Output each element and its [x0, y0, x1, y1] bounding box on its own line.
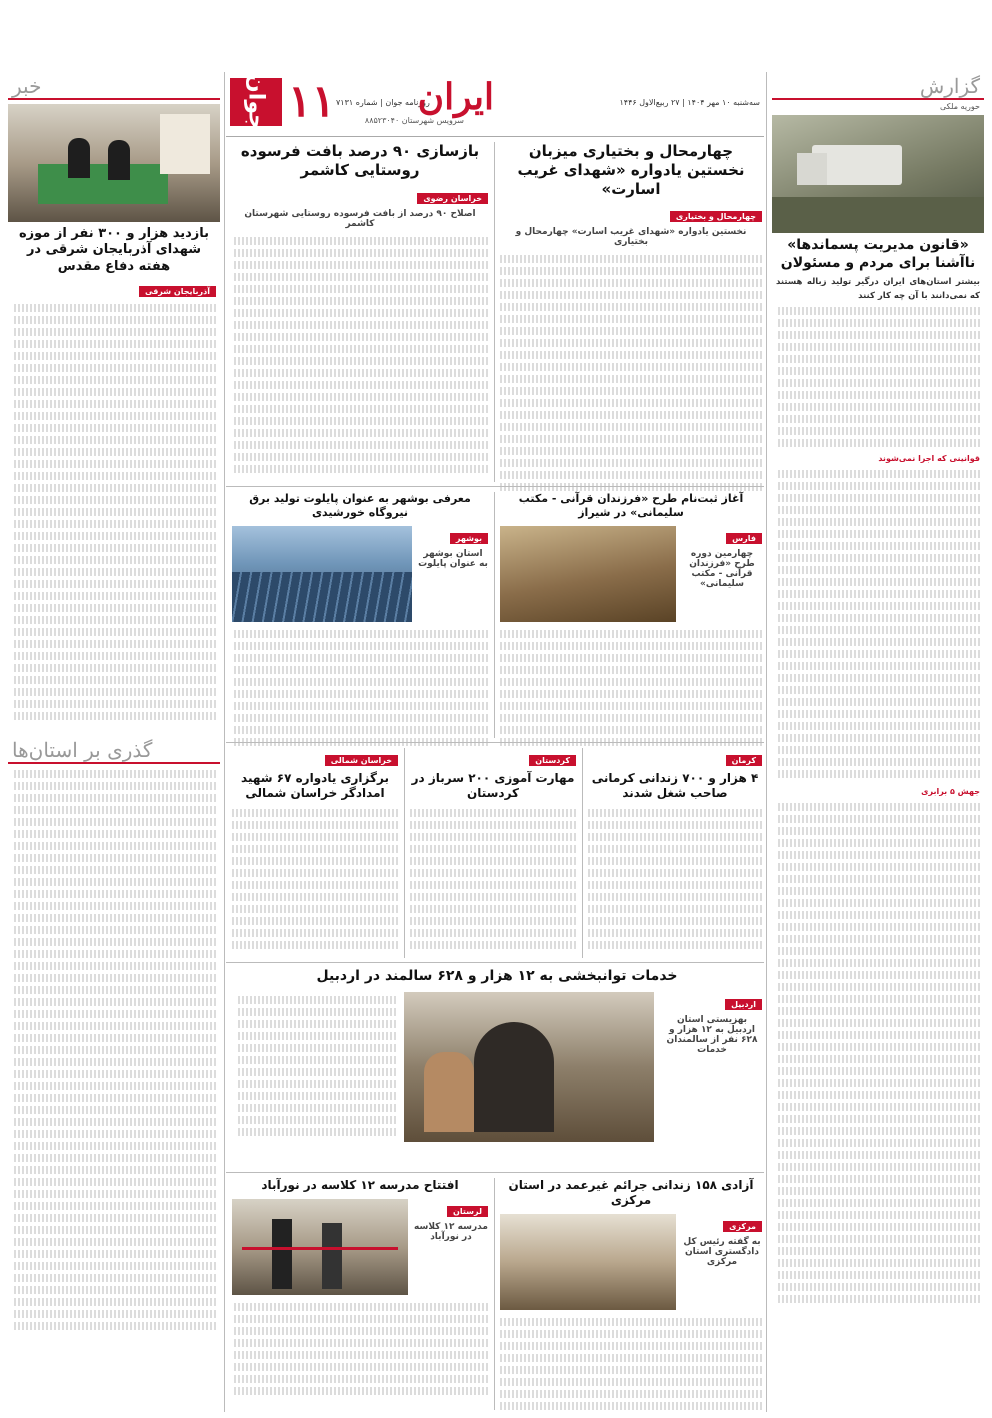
provinces-section-title: گذری بر استان‌ها: [8, 736, 220, 764]
column-divider: [494, 1178, 495, 1410]
divider: [226, 962, 764, 963]
prison-corridor-photo: [500, 1214, 676, 1310]
elderly-care-photo: [404, 992, 654, 1142]
divider: [226, 1172, 764, 1173]
article-headline: آزادی ۱۵۸ زندانی جرائم غیرعمد در استان مرکزی: [508, 1178, 754, 1207]
news-section-title: خبر: [8, 72, 220, 100]
article-shiraz: [500, 492, 762, 738]
article-tag: خراسان رضوی: [417, 193, 488, 204]
article-body: [236, 992, 396, 1142]
museum-photo: [8, 104, 220, 222]
article-headline: افتتاح مدرسه ۱۲ کلاسه در نورآباد: [261, 1178, 459, 1192]
article-kerman: [588, 748, 762, 958]
article-body: [500, 626, 762, 746]
solar-panels-photo: [232, 526, 412, 622]
article-tag: کرمان: [726, 755, 762, 766]
news-body: [8, 298, 220, 732]
article-kicker: استان بوشهر به عنوان پایلوت: [418, 548, 488, 569]
article-headline: چهارمحال و بختیاری میزبان نخستین یادواره «شهدای غریب اسارت»: [517, 142, 745, 198]
divider: [226, 486, 764, 487]
article-kicker: مدرسه ۱۲ کلاسه در نورآباد: [414, 1222, 488, 1242]
school-opening-photo: [232, 1199, 408, 1295]
report-section-title: گزارش: [772, 72, 984, 100]
article-tag: چهارمحال و بختیاری: [670, 211, 762, 222]
column-divider: [494, 142, 495, 482]
article-headline: بازسازی ۹۰ درصد بافت فرسوده روستایی کاشمر: [240, 142, 480, 179]
report-subhead-1: قوانینی که اجرا نمی‌شوند: [878, 454, 980, 464]
article-body: [500, 251, 762, 501]
article-body: [232, 233, 488, 483]
article-tag: لرستان: [447, 1206, 488, 1217]
article-bushehr: [232, 492, 488, 738]
article-kicker: اصلاح ۹۰ درصد از بافت فرسوده روستایی شهرستان کاشمر: [244, 208, 476, 229]
garbage-truck-photo: [772, 115, 984, 233]
provinces-body: [8, 764, 220, 1348]
article-body: [232, 626, 488, 746]
article-headline: خدمات توانبخشی به ۱۲ هزار و ۶۲۸ سالمند در اردبیل: [316, 968, 678, 984]
article-kashmar: [232, 142, 488, 482]
divider: [226, 742, 764, 743]
article-north-khorasan: [232, 748, 398, 958]
article-kicker: به گفته رئیس کل دادگستری استان مرکزی: [683, 1237, 761, 1267]
quran-ceremony-photo: [500, 526, 676, 622]
article-markazi: [500, 1178, 762, 1410]
service-line: سرویس شهرستان ۸۸۵۲۳۰۴۰: [364, 116, 464, 125]
article-body: [588, 805, 762, 955]
report-lead: بیشتر استان‌های ایران درگیر تولید زباله هستند که نمی‌دانند با آن چه کار کنند: [776, 277, 980, 301]
column-divider: [766, 72, 767, 1412]
report-body-2: [772, 466, 984, 786]
article-body: [500, 1314, 762, 1418]
article-headline: معرفی بوشهر به عنوان پایلوت تولید برق نیروگاه خورشیدی: [249, 492, 471, 519]
page-number: ۱۱: [288, 76, 336, 127]
author: حوریه ملکی: [939, 102, 980, 111]
report-body-1: [772, 303, 984, 453]
article-headline: آغاز ثبت‌نام طرح «فرزندان قرآنی - مکتب سلیمانی» در شیراز: [518, 492, 744, 519]
article-tag: اردبیل: [725, 999, 762, 1010]
report-column: [772, 72, 984, 1412]
article-tag: فارس: [726, 533, 762, 544]
article-kicker: نخستین یادواره «شهدای غریب اسارت» چهارمحال و بختیاری: [515, 227, 747, 248]
article-chaharmahal: [500, 142, 762, 482]
news-headline: بازدید هزار و ۳۰۰ نفر از موزه شهدای آذربایجان شرقی در هفته دفاع مقدس: [18, 226, 210, 274]
article-body: [232, 805, 398, 955]
report-body-3: [772, 799, 984, 1319]
article-body: [410, 805, 576, 955]
news-column: [8, 72, 220, 1412]
paper-line: روزنامه جوان | شماره ۷۱۳۱: [336, 98, 430, 107]
article-tag: خراسان شمالی: [325, 755, 398, 766]
article-tag: مرکزی: [723, 1221, 762, 1232]
section-title-iran: ایران: [417, 76, 494, 118]
column-divider: [404, 748, 405, 958]
article-headline: ۴ هزار و ۷۰۰ زندانی کرمانی صاحب شغل شدند: [591, 771, 759, 800]
paper-logo: جوان: [230, 78, 282, 126]
column-divider: [494, 492, 495, 738]
article-kicker: چهارمین دوره طرح «فرزندان قرآنی - مکتب سلیمانی»: [689, 548, 755, 589]
date-line: سه‌شنبه ۱۰ مهر ۱۴۰۴ | ۲۷ ربیع‌الاول ۱۴۴۶: [619, 98, 760, 107]
report-subhead-2: جهش ۵ برابری: [921, 786, 980, 796]
column-divider: [224, 72, 225, 1412]
article-lorestan: [232, 1178, 488, 1410]
article-tag: بوشهر: [450, 533, 488, 544]
report-headline: «قانون مدیریت پسماندها» ناآشنا برای مردم و مسئولان: [780, 237, 976, 271]
column-divider: [582, 748, 583, 958]
masthead: [226, 72, 764, 134]
article-kicker: بهزیستی استان اردبیل به ۱۲ هزار و ۶۲۸ نفر از سالمندان خدمات: [666, 1014, 758, 1055]
article-headline: مهارت آموزی ۲۰۰ سرباز در کردستان: [411, 771, 575, 800]
article-ardabil: [232, 968, 762, 1168]
article-body: [232, 1299, 488, 1403]
article-tag: کردستان: [529, 755, 576, 766]
article-headline: برگزاری یادواره ۶۷ شهید امدادگر خراسان شمالی: [241, 771, 389, 800]
news-tag: آذربایجان شرقی: [139, 286, 216, 297]
divider: [226, 136, 764, 137]
article-kurdistan: [410, 748, 576, 958]
